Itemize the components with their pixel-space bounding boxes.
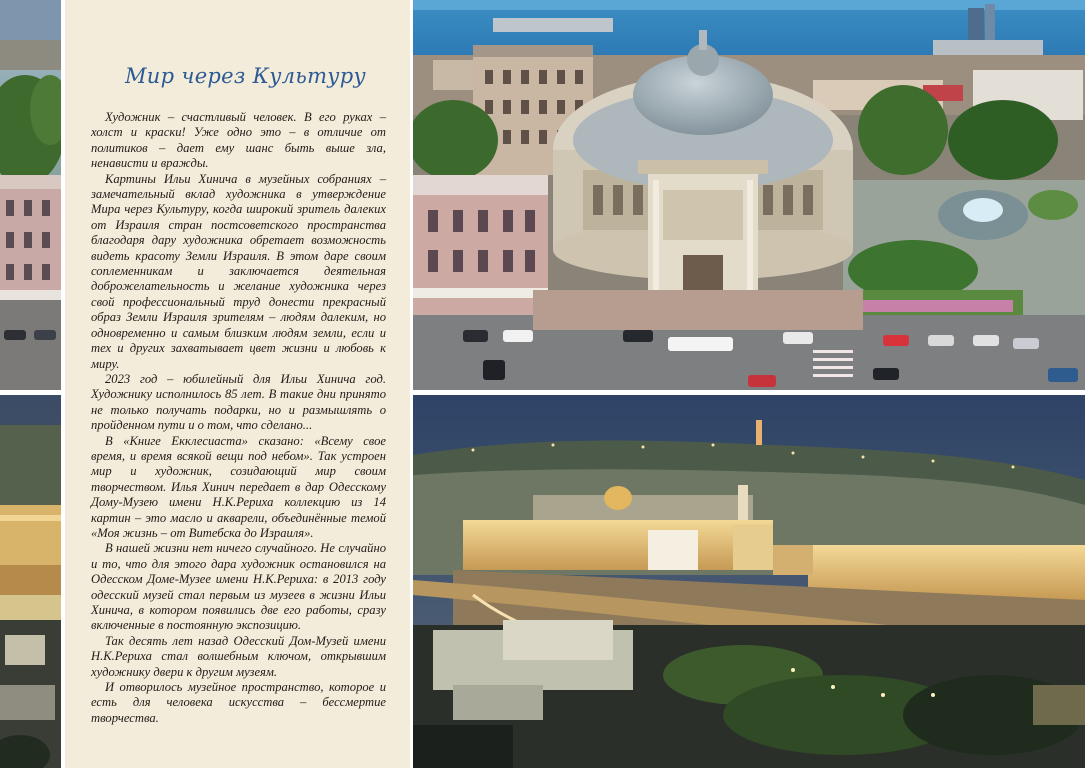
photo-left-night-walls — [0, 395, 61, 768]
photo-jerusalem-walls-night — [413, 395, 1085, 768]
photo-odessa-opera-theatre — [413, 0, 1085, 390]
article-paragraph: Художник – счастливый человек. В его руках – холст и краски! Уже одно это – в отличие от политиков – дает ему шанс быть выше зла, ненависти и вражды. — [91, 110, 386, 171]
article-paragraph: В «Книге Екклесиаста» сказано: «Всему свое время, и время всякой вещи под небом». Так устроен мир и художник, созидающий мир своим творчеством. Илья Хинич передает в дар Одесскому Дому-Музею имени Н.К.Рериха коллекцию из 14 картин – это масло и акварели, объединённые темой «Моя жизнь – от Витебска до Израиля». — [91, 433, 386, 540]
article-paragraph: Картины Ильи Хинича в музейных собраниях – замечательный вклад художника в утверждение Мира через Культуру, когда широкий зритель далеких от Израиля стран постсоветского пространства благодаря дару художника обретает возможность видеть красоту Земли Израиля. В этом даре своим соплеменникам и заключается деятельная доброжелательность и желание художника через свой профессиональный труд донести прекрасный образ Земли Израиля зрителям – людям далеким, но одновременно и самым близким людям земли, если и тех и других захватывает цвет жизни и любовь к миру. — [91, 171, 386, 371]
article-panel — [65, 0, 410, 768]
article-paragraph: Так десять лет назад Одесский Дом-Музей имени Н.К.Рериха стал волшебным ключом, открывшим художнику двери к другим музеям. — [91, 633, 386, 679]
article-paragraph: 2023 год – юбилейный для Ильи Хинича год. Художнику исполнилось 85 лет. В такие дни принято не только получать подарки, но и размышлять о пройденном пути и о том, что сделано... — [91, 371, 386, 433]
article-paragraph: В нашей жизни нет ничего случайного. Не случайно и то, что для этого дара художник остановился на Одесском Доме-Музее имени Н.К.Рериха: в 2013 году одесский музей стал первым из музеев в жизни Ильи Хинича, в котором появились две его работы, сразу включенные в постоянную экспозицию. — [91, 541, 386, 633]
article-paragraph: И отворилось музейное пространство, которое и есть для человека искусства – бессмертие творчества. — [91, 680, 386, 725]
article-body — [91, 110, 386, 726]
article-title: Мир через Культуру — [125, 64, 366, 88]
photo-left-buildings — [0, 0, 61, 390]
